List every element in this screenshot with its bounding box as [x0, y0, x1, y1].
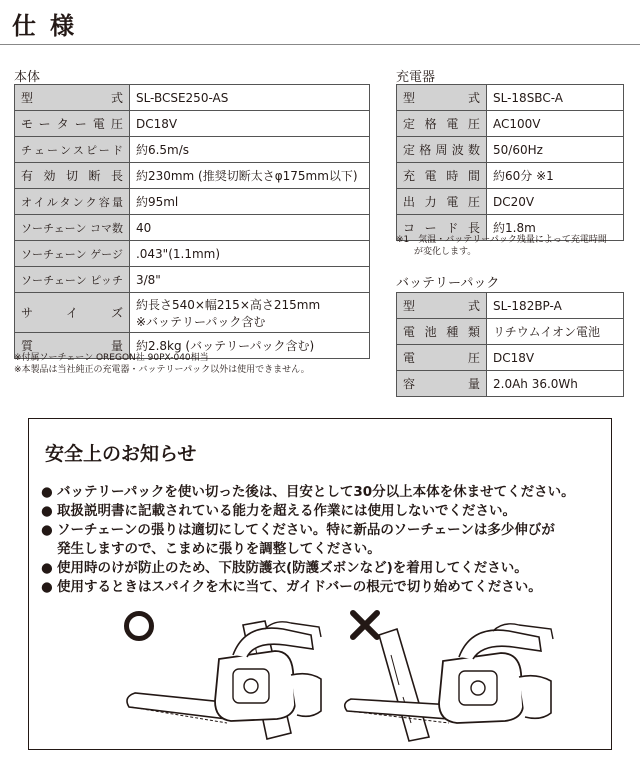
- incorrect-usage-illustration: [339, 615, 559, 743]
- size-value: 約長さ540×幅215×高さ215mm: [135, 297, 321, 312]
- spec-value: リチウムイオン電池: [487, 319, 624, 345]
- spec-key: ソーチェーン ピッチ: [15, 267, 130, 293]
- spec-key: 充電時間: [397, 163, 487, 189]
- spec-value: .043"(1.1mm): [129, 241, 369, 267]
- main-unit-note: ※本製品は当社純正の充電器・バッテリーパック以外は使用できません。: [14, 365, 310, 375]
- main-unit-spec-table: [14, 84, 370, 359]
- spec-key: 電池種類: [397, 319, 487, 345]
- main-unit-note: ※付属ソーチェーン OREGON社 90PX-040相当: [14, 353, 209, 363]
- table-row: [397, 111, 624, 137]
- spec-value: 3/8": [129, 267, 369, 293]
- table-row: [397, 137, 624, 163]
- spec-key: 電 圧: [397, 345, 487, 371]
- spec-value: SL-BCSE250-AS: [129, 85, 369, 111]
- table-row: [15, 85, 370, 111]
- spec-value: 約2.8kg (バッテリーパック含む): [129, 333, 369, 359]
- list-item: ● 使用時のけが防止のため、下肢防護衣(防護ズボンなど)を着用してください。: [41, 559, 601, 578]
- table-row: [397, 293, 624, 319]
- table-row: [15, 215, 370, 241]
- spec-value: 約230mm (推奨切断太さφ175mm以下): [129, 163, 369, 189]
- table-row: [15, 137, 370, 163]
- safety-notice-box: [28, 418, 612, 750]
- spec-value: DC18V: [129, 111, 369, 137]
- safety-title: 安全上のお知らせ: [45, 443, 197, 465]
- list-item: ● 取扱説明書に記載されている能力を超える作業には使用しないでください。: [41, 502, 601, 521]
- safety-list: [41, 483, 601, 597]
- spec-value: AC100V: [487, 111, 624, 137]
- spec-key: 容 量: [397, 371, 487, 397]
- table-row: [15, 267, 370, 293]
- spec-key: 出力電圧: [397, 189, 487, 215]
- table-row: [15, 189, 370, 215]
- battery-label: バッテリーパック: [396, 276, 500, 291]
- spec-key: コード長: [397, 215, 487, 241]
- spec-value: 40: [129, 215, 369, 241]
- list-item: ● バッテリーパックを使い切った後は、目安として30分以上本体を休ませてください。: [41, 483, 601, 502]
- spec-key: 型 式: [397, 85, 487, 111]
- spec-key: ソーチェーン コマ数: [15, 215, 130, 241]
- table-row: [397, 319, 624, 345]
- table-row: [397, 371, 624, 397]
- correct-usage-illustration: [115, 615, 325, 743]
- list-item: ● 使用するときはスパイクを木に当て、ガイドバーの根元で切り始めてください。: [41, 578, 601, 597]
- spec-value: DC20V: [487, 189, 624, 215]
- spec-value: 約6.5m/s: [129, 137, 369, 163]
- spec-key: 定格周波数: [397, 137, 487, 163]
- size-note: ※バッテリーパック含む: [135, 314, 266, 329]
- spec-value: 約60分 ※1: [487, 163, 624, 189]
- table-row: [397, 163, 624, 189]
- charger-spec-table: [396, 84, 624, 241]
- list-item-continuation: 発生しますので、こまめに張りを調整してください。: [57, 541, 381, 557]
- spec-key: 型 式: [397, 293, 487, 319]
- spec-key: サ イ ズ: [15, 293, 130, 333]
- charger-note: ※1 気温・バッテリーパック残量によって充電時間: [396, 235, 607, 245]
- table-row: [15, 241, 370, 267]
- spec-key: チェーンスピード: [15, 137, 130, 163]
- list-item-text: ソーチェーンの張りは適切にしてください。特に新品のソーチェーンは多少伸びが: [57, 522, 555, 538]
- spec-value: 50/60Hz: [487, 137, 624, 163]
- page-title: 仕様: [12, 12, 88, 40]
- charger-note: が変化します。: [396, 247, 477, 257]
- main-unit-label: 本体: [14, 70, 41, 85]
- table-row: [397, 85, 624, 111]
- spec-key: オイルタンク容量: [15, 189, 130, 215]
- spec-key: モーター電圧: [15, 111, 130, 137]
- list-item: [41, 521, 601, 559]
- spec-key: ソーチェーン ゲージ: [15, 241, 130, 267]
- table-row: [15, 293, 370, 333]
- spec-value: 約95ml: [129, 189, 369, 215]
- table-row: [15, 163, 370, 189]
- spec-key: 定格電圧: [397, 111, 487, 137]
- charger-label: 充電器: [396, 70, 436, 85]
- table-row: [15, 111, 370, 137]
- spec-value: SL-18SBC-A: [487, 85, 624, 111]
- spec-value: 約1.8m: [487, 215, 624, 241]
- spec-value: DC18V: [487, 345, 624, 371]
- spec-value: 2.0Ah 36.0Wh: [487, 371, 624, 397]
- table-row: [397, 345, 624, 371]
- title-divider: [0, 44, 640, 45]
- table-row: [397, 189, 624, 215]
- spec-key: 有効切断長: [15, 163, 130, 189]
- battery-spec-table: [396, 292, 624, 397]
- spec-key: 型 式: [15, 85, 130, 111]
- spec-key: 質 量: [15, 333, 130, 359]
- spec-value: [129, 293, 369, 333]
- spec-value: SL-182BP-A: [487, 293, 624, 319]
